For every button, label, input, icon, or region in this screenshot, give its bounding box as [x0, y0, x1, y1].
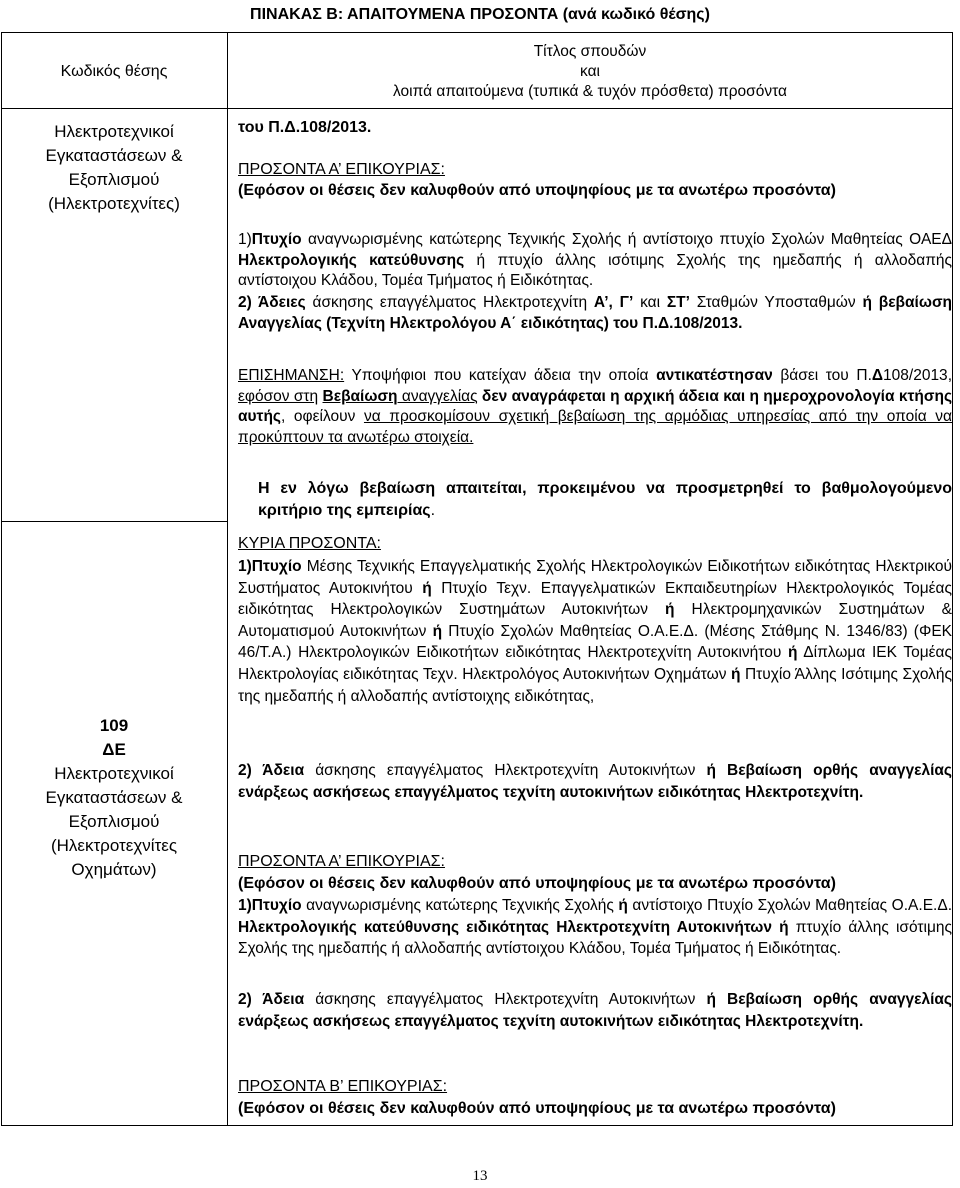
code-line: (Ηλεκτροτεχνίτες): [48, 194, 180, 213]
position-code: 109: [99, 716, 129, 735]
header-line-3: λοιπά απαιτούμενα (τυπικά & τυχόν πρόσθετα) προσόντα: [393, 83, 787, 100]
row1-aux-note: (Εφόσον οι θέσεις δεν καλυφθούν από υποψηφίους με τα ανωτέρω προσόντα): [238, 182, 836, 199]
row2-aux-a-1: [238, 895, 952, 960]
code-line: Ηλεκτροτεχνικοί: [54, 122, 174, 141]
q1-bold: Πτυχίο: [251, 231, 302, 248]
m1-bold-3: ή: [665, 601, 675, 619]
note-underline: εφόσον στη: [238, 387, 319, 405]
table-column-divider: [227, 32, 228, 1126]
table-border-top: [1, 32, 953, 33]
a2-bold-2: ή Βεβαίωση ορθής αναγγελίας ενάρξεως ασκήσεως επαγγέλματος τεχνίτη αυτοκινήτων ειδικότητας Ηλεκτροτεχνίτη.: [238, 991, 952, 1030]
a2-bold: 2) Άδεια: [238, 991, 305, 1008]
m1-bold-2: ή: [422, 579, 432, 597]
note-text-4: ,: [947, 367, 952, 384]
m2-bold-2: ή Βεβαίωση ορθής αναγγελίας ενάρξεως ασκήσεως επαγγέλματος τεχνίτη αυτοκινήτων ειδικότητας Ηλεκτροτεχνίτη.: [238, 762, 952, 801]
note-text: Υποψήφιοι που κατείχαν άδεια την οποία: [344, 367, 657, 384]
m1-text: Μέσης Τεχνικής Επαγγελματικής Σχολής Ηλεκτρολογικών Ειδικοτήτων ειδικότητας Ηλεκτρικού Συστήματος Αυτοκινήτου: [238, 558, 952, 597]
q2-text-3: Σταθμών Υποσταθμών: [689, 294, 863, 311]
q2-text-2: και: [633, 294, 667, 311]
code-line: (Ηλεκτροτεχνίτες: [50, 836, 178, 855]
a1-bold-3: Ηλεκτρολογικής κατεύθυνσης ειδικότητας Ηλεκτροτεχνίτη Αυτοκινήτων ή: [238, 918, 789, 936]
m2-bold: 2) Άδεια: [238, 762, 305, 779]
row2-main-2: [238, 760, 952, 803]
row1-certificate-note: [258, 478, 952, 522]
m1-bold-5: ή: [787, 644, 798, 662]
note-text-7: , οφείλουν: [281, 408, 364, 426]
code-line: Εγκαταστάσεων &: [45, 788, 183, 807]
code-line: Εξοπλισμού: [68, 812, 160, 831]
row1-qualification-2: [238, 293, 952, 334]
note-text-3: 108/2013: [883, 367, 948, 384]
aux-b-title: ΠΡΟΣΟΝΤΑ Β’ ΕΠΙΚΟΥΡΙΑΣ:: [238, 1078, 448, 1095]
m1-text-4: Πτυχίο Σχολών Μαθητείας Ο.Α.Ε.Δ. (Μέσης Στάθμης Ν. 1346/83) (ΦΕΚ 46/Τ.Α.) Ηλεκτρολογικών Ειδικοτήτων ειδικότητας Ηλεκτροτεχνίτη Αυτοκινήτου: [238, 622, 952, 662]
q2-bold-4: ή βεβαίωση Αναγγελίας (Τεχνίτη Ηλεκτρολόγου Α΄ ειδικότητας) του Π.Δ.108/2013.: [238, 294, 953, 332]
code-line: Ηλεκτροτεχνικοί: [54, 764, 174, 783]
code-line: Εξοπλισμού: [68, 170, 160, 189]
a1-bold: 1)Πτυχίο: [238, 897, 302, 914]
main-title: ΚΥΡΙΑ ΠΡΟΣΟΝΤΑ:: [238, 535, 381, 552]
a1-text-2: αντίστοιχο Πτυχίο Σχολών Μαθητείας Ο.Α.Ε.Δ.: [627, 897, 952, 914]
a1-text-3: πτυχίο άλλης ισότιμης Σχολής της ημεδαπής ή αλλοδαπής αντίστοιχου Κλάδου, Τομέα Τμήματος ή Ειδικότητας.: [238, 918, 952, 958]
code-line: Οχημάτων): [71, 860, 157, 879]
q1-text: αναγνωρισμένης κατώτερης Τεχνικής Σχολής ή αντίστοιχο πτυχίο Σχολών Μαθητείας ΟΑΕΔ: [301, 231, 952, 248]
row-divider: [1, 521, 227, 522]
row2-main-1: [238, 556, 952, 707]
a2-text: άσκησης επαγγέλματος Ηλεκτροτεχνίτη Αυτοκινήτων: [304, 991, 707, 1008]
header-qualifications: [228, 42, 952, 102]
table-border-bottom: [1, 1125, 953, 1126]
m1-bold: 1)Πτυχίο: [238, 558, 302, 575]
row2-aux-b-title: [238, 1077, 952, 1098]
m1-text-3: Ηλεκτρομηχανικών Συστημάτων & Αυτοματισμού Αυτοκινήτων: [238, 601, 952, 640]
note-bold: αντικατέστησαν: [656, 367, 773, 384]
note-underline-3: να προσκομίσουν σχετική βεβαίωση της αρμόδιας υπηρεσίας από την οποία να προκύπτουν τα ανωτέρω στοιχεία.: [238, 408, 952, 446]
row2-code-cell: [1, 714, 227, 882]
m1-bold-4: ή: [432, 622, 443, 640]
q2-bold-2: Α’, Γ’: [593, 294, 634, 311]
q2-bold-3: ΣΤ’: [666, 294, 690, 311]
row1-top-ref: του Π.Δ.108/2013.: [238, 119, 372, 136]
m1-text-2: Πτυχίο Τεχν. Επαγγελματικών Εκπαιδευτηρίων Ηλεκτρολογικός Τομέας ειδικότητας Ηλεκτρολογικών Συστημάτων Αυτοκινήτων: [238, 579, 952, 619]
note-bold-3: δεν αναγράφεται η αρχική άδεια και η ημεροχρονολογία κτήσης αυτής: [238, 387, 953, 426]
row1-note: [238, 366, 952, 448]
q2-bold: 2) Άδειες: [238, 294, 306, 311]
row2-aux-a-note: (Εφόσον οι θέσεις δεν καλυφθούν από υποψηφίους με τα ανωτέρω προσόντα): [238, 875, 836, 892]
q1-number: 1): [238, 231, 252, 248]
header-divider: [1, 108, 953, 109]
a1-text: αναγνωρισμένης κατώτερης Τεχνικής Σχολής: [301, 897, 619, 914]
header-line-2: και: [580, 63, 600, 80]
position-category: ΔΕ: [102, 740, 126, 759]
row1-aux-title: [238, 160, 952, 181]
note-underline-2: αναγγελίας: [397, 387, 478, 405]
q2-text: άσκησης επαγγέλματος Ηλεκτροτεχνίτη: [305, 294, 594, 311]
cert-bold: Η εν λόγω βεβαίωση απαιτείται, προκειμένου να προσμετρηθεί το βαθμολογούμενο κριτήριο της εμπειρίας: [258, 480, 952, 519]
q1-text-2: ή πτυχίο άλλης ισότιμης Σχολής της ημεδαπής ή αλλοδαπής αντίστοιχου Κλάδου, Τομέα Τμήματος ή Ειδικότητας.: [238, 251, 952, 290]
q1-bold-2: Ηλεκτρολογικής κατεύθυνσης: [238, 251, 465, 269]
table-border-right: [952, 32, 953, 1126]
note-bold-underline: Βεβαίωση: [322, 387, 398, 405]
note-label: ΕΠΙΣΗΜΑΝΣΗ:: [238, 367, 345, 384]
row2-aux-a-2: [238, 989, 952, 1032]
m1-bold-6: ή: [730, 665, 741, 683]
m2-text: άσκησης επαγγέλματος Ηλεκτροτεχνίτη Αυτοκινήτων: [304, 762, 707, 779]
note-text-2: βάσει του Π.: [772, 367, 872, 384]
a1-bold-2: ή: [618, 897, 628, 914]
header-line-1: Τίτλος σπουδών: [533, 43, 647, 60]
row1-code-cell: [1, 120, 227, 216]
row2-aux-b-note: (Εφόσον οι θέσεις δεν καλυφθούν από υποψηφίους με τα ανωτέρω προσόντα): [238, 1100, 836, 1117]
cert-text: .: [430, 502, 436, 519]
m1-text-6: Πτυχίο Άλλης Ισότιμης Σχολής της ημεδαπής ή αλλοδαπής αντίστοιχης ειδικότητας,: [238, 665, 952, 705]
page-number: 13: [472, 1168, 488, 1184]
aux-title: ΠΡΟΣΟΝΤΑ Α’ ΕΠΙΚΟΥΡΙΑΣ:: [238, 161, 445, 178]
m1-text-5: Δίπλωμα ΙΕΚ Τομέας Ηλεκτρολογίας ειδικότητας Τεχν. Ηλεκτρολόγος Αυτοκινήτων Οχημάτων: [238, 644, 952, 683]
aux-a-title: ΠΡΟΣΟΝΤΑ Α’ ΕΠΙΚΟΥΡΙΑΣ:: [238, 853, 445, 870]
row2-main-title: [238, 534, 952, 555]
row1-qualification-1: [238, 230, 952, 292]
row2-aux-a-title: [238, 852, 952, 873]
header-code: Κωδικός θέσης: [60, 63, 168, 80]
note-bold-2: Δ: [871, 367, 884, 384]
code-line: Εγκαταστάσεων &: [45, 146, 183, 165]
table-title: ΠΙΝΑΚΑΣ Β: ΑΠΑΙΤΟΥΜΕΝΑ ΠΡΟΣΟΝΤΑ (ανά κωδικό θέσης): [250, 6, 710, 23]
